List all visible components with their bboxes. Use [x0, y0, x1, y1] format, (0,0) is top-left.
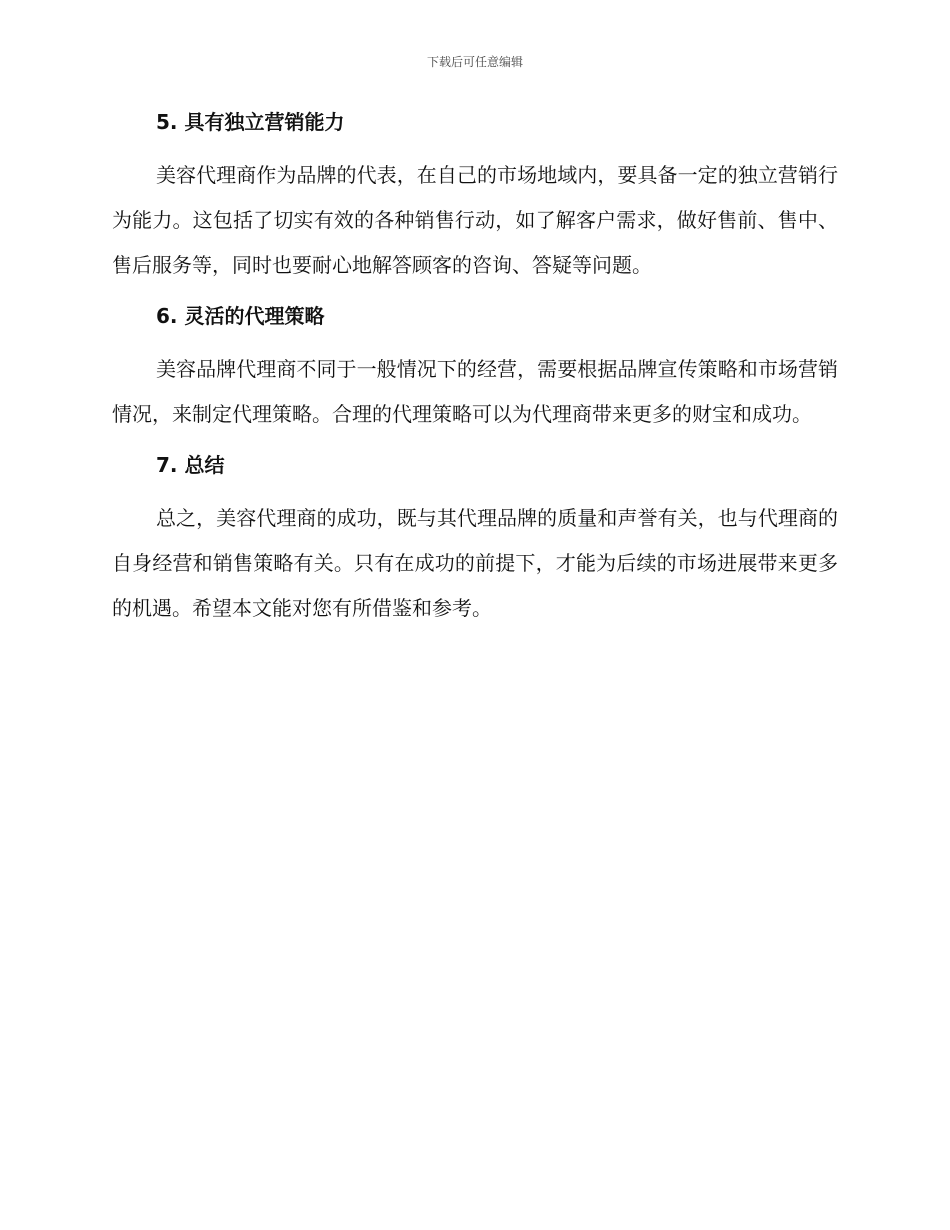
page-header: 下载后可任意编辑: [426, 55, 523, 69]
section-7: [112, 451, 838, 631]
section-paragraph: 美容品牌代理商不同于一般情况下的经营，需要根据品牌宣传策略和市场营销情况，来制定代理策略。合理的代理策略可以为代理商带来更多的财宝和成功。: [112, 357, 838, 426]
section-heading: 7. 总结: [156, 453, 225, 477]
section-6: [112, 302, 838, 437]
section-heading: 6. 灵活的代理策略: [156, 304, 325, 328]
document-body: [112, 108, 838, 645]
section-heading: 5. 具有独立营销能力: [156, 110, 345, 134]
section-paragraph: 美容代理商作为品牌的代表，在自己的市场地域内，要具备一定的独立营销行为能力。这包括了切实有效的各种销售行动，如了解客户需求，做好售前、售中、售后服务等，同时也要耐心地解答顾客的咨询、答疑等问题。: [112, 163, 838, 277]
section-5: [112, 108, 838, 288]
section-paragraph: 总之，美容代理商的成功，既与其代理品牌的质量和声誉有关，也与代理商的自身经营和销售策略有关。只有在成功的前提下，才能为后续的市场进展带来更多的机遇。希望本文能对您有所借鉴和参考。: [112, 506, 838, 620]
